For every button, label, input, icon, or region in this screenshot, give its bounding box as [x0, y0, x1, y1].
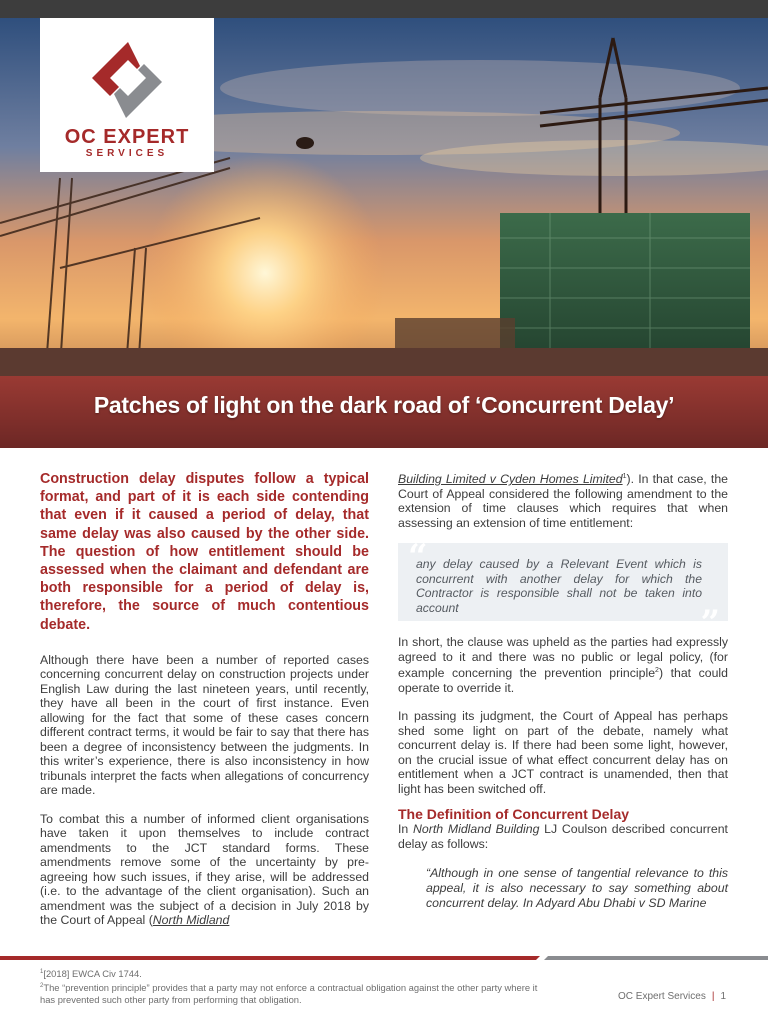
body-paragraph — [40, 812, 369, 928]
pull-quote-text: any delay caused by a Relevant Event which is concurrent with another delay for which the Contractor is responsible shall not be taken into account — [416, 557, 702, 615]
open-quote-icon: “ — [408, 537, 428, 578]
footnote-text: The “prevention principle” provides that a party may not enforce a contractual obligation against the other party where it has prevented such other party from performing that obligation. — [40, 982, 538, 1006]
logo-subtitle: SERVICES — [85, 148, 169, 159]
footnote-number: 1 — [40, 969, 44, 975]
body-paragraph: Although there have been a number of reported cases concerning concurrent delay on construction projects under English Law during the last nineteen years, until recently, they have all been in the court of first instance. Even allowing for the fact that some of these cases concern different contract terms, it would be fair to say that there has been a degree of inconsistency between the judgments. In this writer’s experience, there is also inconsistency in how tribunals interpret the facts when allegations of concurrency are made. — [40, 652, 369, 798]
footer-company: OC Expert Services — [618, 991, 706, 1002]
footnote — [40, 980, 540, 1006]
footer-separator: | — [711, 991, 715, 1002]
pull-quote — [398, 537, 728, 644]
block-quote: “Although in one sense of tangential relevance to this appeal, it is also necessary to say something about concurrent delay. In Adyard Abu Dhabi v SD Marine — [426, 866, 728, 911]
footnote-text: [2018] EWCA Civ 1744. — [43, 968, 142, 980]
logo — [40, 18, 214, 172]
left-column — [40, 470, 369, 928]
paragraph-text: In — [398, 822, 414, 837]
body-paragraph — [398, 822, 728, 851]
case-citation: North Midland Building — [413, 822, 540, 837]
footnote-number: 2 — [40, 983, 44, 990]
body-paragraph: In passing its judgment, the Court of Appeal has perhaps shed some light on part of the debate, namely what concurrent delay is. If there had been some light, however, on the crucial issue of what effect concurrent delay has on entitlement when a JCT contract is unamended, then that light has been switched off. — [398, 709, 728, 796]
footnote-ref: 1 — [622, 473, 627, 480]
body-paragraph — [398, 635, 728, 695]
paragraph-text: LJ Coulson described concurrent delay as follows: — [398, 822, 728, 851]
page-footer — [618, 991, 726, 1002]
paragraph-text: ) that could operate to override it. — [398, 666, 728, 695]
paragraph-text: In short, the clause was upheld as the parties had expressly agreed to it and there was no public or legal policy, (for example concerning the prevention principle — [398, 635, 728, 681]
page-number: 1 — [720, 991, 726, 1002]
case-citation: Building Limited v Cyden Homes Limited — [398, 472, 623, 487]
page-title: Patches of light on the dark road of ‘Concurrent Delay’ — [93, 392, 675, 418]
section-heading: The Definition of Concurrent Delay — [398, 806, 630, 823]
footnote-ref: 2 — [655, 667, 659, 675]
body-paragraph — [398, 470, 728, 530]
logo-name: OC EXPERT — [64, 126, 190, 148]
footer-rule — [0, 956, 768, 964]
close-quote-icon: ” — [700, 603, 720, 644]
paragraph-text: To combat this a number of informed client organisations have taken it upon themselves to include contract amendments to the JCT standard forms. These amendments remove some of the uncertainty by pre-agreeing how such issues, if they arise, will be addressed (i.e. to the advantage of the client organisation). Such an amendment was the subject of a decision in July 2018 by the Court of Appeal ( — [40, 811, 369, 928]
footnote — [40, 966, 540, 980]
top-bar — [0, 0, 768, 18]
paragraph-text: ). In that case, the Court of Appeal considered the following amendment to the extension of time clauses which requires that when assessing an extension of time entitlement: — [398, 472, 728, 530]
lead-paragraph: Construction delay disputes follow a typical format, and part of it is each side contending that even if it caused a period of delay, that same delay was also caused by the other side. The question of how entitlement should be assessed when the claimant and defendant are both responsible for a period of delay is, therefore, the source of much contentious debate. — [40, 471, 369, 633]
case-citation: North Midland — [152, 913, 230, 928]
oc-logo-icon — [82, 38, 172, 122]
right-column — [398, 470, 728, 911]
footnotes — [40, 966, 540, 1006]
